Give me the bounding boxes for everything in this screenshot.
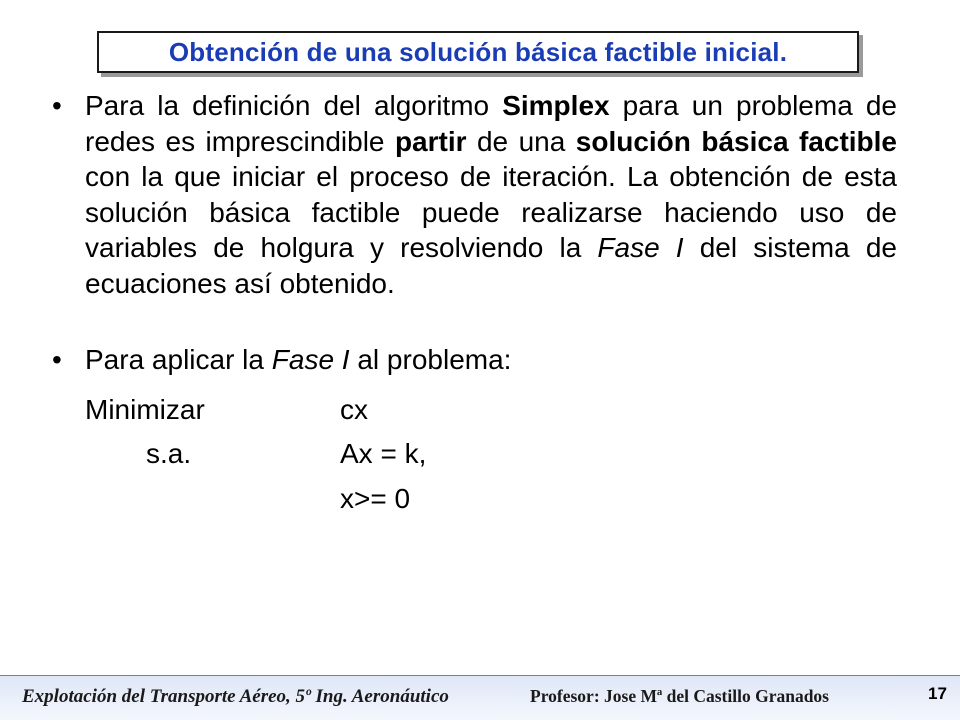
text-run: Para aplicar la — [85, 344, 272, 375]
italic-fase-i: Fase I — [271, 344, 350, 375]
footer-course: Explotación del Transporte Aéreo, 5º Ing. Aeronáutico — [22, 686, 449, 707]
text-run: de una — [466, 125, 576, 157]
text-run: del sistema de ecuaciones así obtenido. — [85, 232, 897, 299]
bullet-marker-1: • — [52, 90, 62, 121]
text-run: al problema: — [349, 344, 512, 375]
italic-fase-i: Fase I — [597, 232, 684, 264]
constraint-expression: Ax = k, — [340, 438, 427, 469]
objective-label: Minimizar — [85, 394, 205, 425]
slide-title-box — [97, 31, 859, 73]
slide-title: Obtención de una solución básica factible inicial. — [168, 36, 788, 67]
nonnegativity-expression: x>= 0 — [340, 483, 411, 514]
bold-partir: partir — [394, 125, 467, 157]
text-run: con la que iniciar el proceso de iteración. La obtención de esta solución básica factible puede realizarse haciendo uso de variables de holgura y resolviendo la — [85, 161, 897, 264]
footer-professor: Profesor: Jose Mª del Castillo Granados — [530, 686, 829, 706]
page-number: 17 — [928, 684, 947, 703]
text-run: para un problema de redes es imprescindible — [85, 90, 897, 157]
footer-divider — [0, 675, 960, 676]
bold-solucion-basica-factible: solución básica factible — [575, 125, 897, 157]
bold-simplex: Simplex — [502, 90, 610, 121]
bullet-marker-2: • — [52, 344, 62, 375]
text-run: Para la definición del algoritmo — [85, 90, 503, 121]
objective-expression: cx — [340, 394, 368, 425]
bullet-paragraph-2 — [85, 342, 897, 378]
bullet-paragraph-1 — [85, 88, 897, 302]
constraint-label: s.a. — [146, 438, 192, 469]
